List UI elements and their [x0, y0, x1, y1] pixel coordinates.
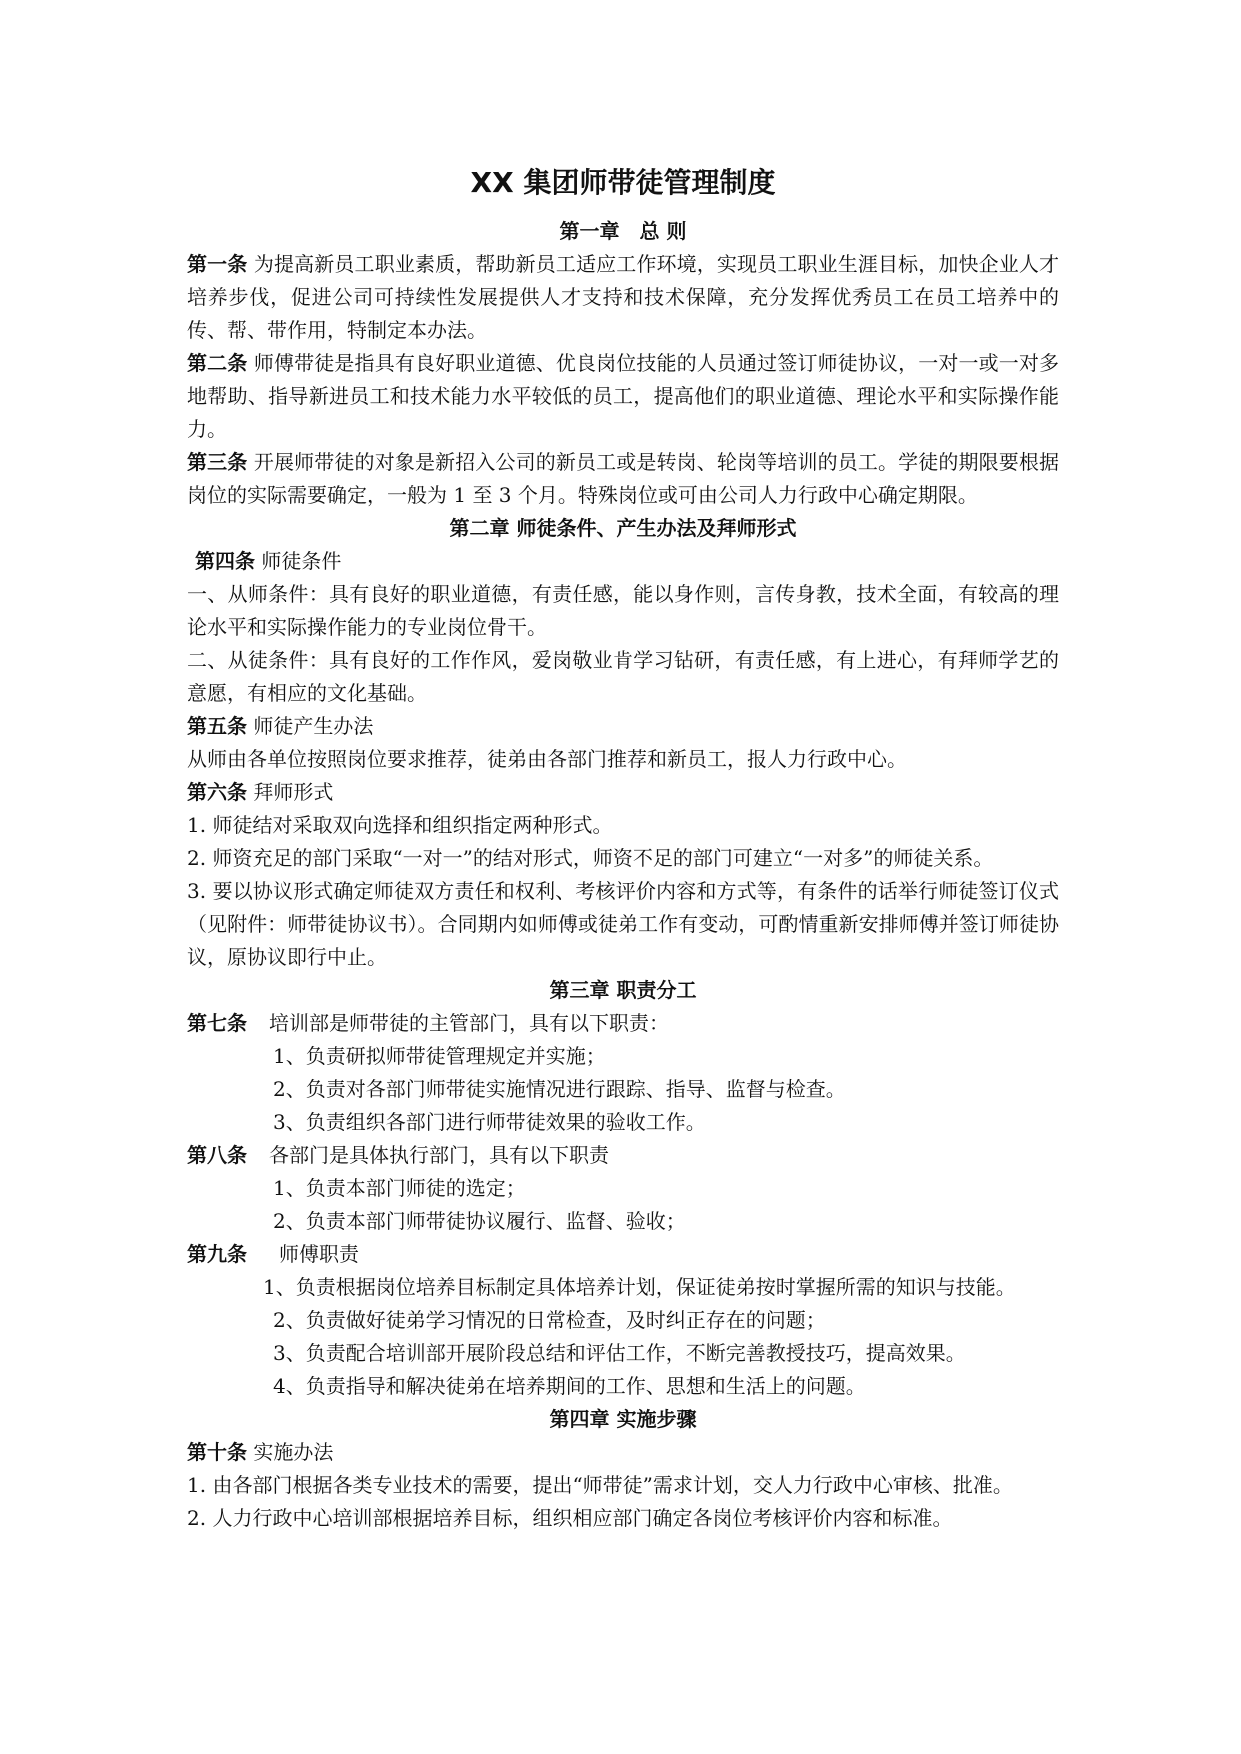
article-5-item-1: 从师由各单位按照岗位要求推荐，徒弟由各部门推荐和新员工，报人力行政中心。 [187, 747, 907, 771]
document-body [187, 163, 1059, 1535]
article-6-item-3: 3. 要以协议形式确定师徒双方责任和权利、考核评价内容和方式等，有条件的话举行师徒签订仪式（见附件：师带徒协议书）。合同期内如师傅或徒弟工作有变动，可酌情重新安排师傅并签订师徒协议，原协议即行中止。 [187, 879, 1059, 969]
article-4-text: 师徒条件 [261, 549, 342, 573]
article-7 [187, 1007, 1059, 1040]
article-9 [187, 1238, 1059, 1271]
article-3-text: 开展师带徒的对象是新招入公司的新员工或是转岗、轮岗等培训的员工。学徒的期限要根据岗位的实际需要确定，一般为 1 至 3 个月。特殊岗位或可由公司人力行政中心确定期限。 [187, 450, 1060, 507]
article-2-label: 第二条 [187, 351, 248, 375]
article-5 [187, 710, 1059, 743]
article-7-item-1: 1、负责研拟师带徒管理规定并实施； [273, 1044, 606, 1068]
article-6 [187, 776, 1059, 809]
article-9-item-4: 4、负责指导和解决徒弟在培养期间的工作、思想和生活上的问题。 [273, 1374, 866, 1398]
article-6-item-1: 1. 师徒结对采取双向选择和组织指定两种形式。 [187, 813, 613, 837]
chapter-4-heading: 第四章 实施步骤 [549, 1407, 697, 1431]
article-3-label: 第三条 [187, 450, 248, 474]
article-5-text: 师徒产生办法 [253, 714, 374, 738]
article-6-label: 第六条 [187, 780, 247, 804]
article-8-label: 第八条 [187, 1143, 247, 1167]
article-8-text: 各部门是具体执行部门，具有以下职责 [269, 1143, 609, 1167]
article-10-label: 第十条 [187, 1440, 247, 1464]
article-9-text: 师傅职责 [279, 1242, 359, 1266]
article-10-item-2: 2. 人力行政中心培训部根据培养目标，组织相应部门确定各岗位考核评价内容和标准。 [187, 1506, 953, 1530]
article-1 [187, 248, 1059, 347]
chapter-1-heading: 第一章 总 则 [559, 219, 687, 243]
article-6-text: 拜师形式 [253, 780, 334, 804]
article-8-item-2: 2、负责本部门师带徒协议履行、监督、验收； [273, 1209, 686, 1233]
article-10 [187, 1436, 1059, 1469]
article-3 [187, 446, 1059, 512]
article-10-text: 实施办法 [253, 1440, 334, 1464]
article-4-label: 第四条 [195, 549, 255, 573]
document-title: XX 集团师带徒管理制度 [470, 166, 776, 199]
article-1-text: 为提高新员工职业素质，帮助新员工适应工作环境，实现员工职业生涯目标，加快企业人才培养步伐，促进公司可持续性发展提供人才支持和技术保障，充分发挥优秀员工在员工培养中的传、帮、带作用，特制定本办法。 [187, 252, 1060, 342]
article-7-item-3: 3、负责组织各部门进行师带徒效果的验收工作。 [273, 1110, 706, 1134]
article-2-text: 师傅带徒是指具有良好职业道德、优良岗位技能的人员通过签订师徒协议，一对一或一对多地帮助、指导新进员工和技术能力水平较低的员工，提高他们的职业道德、理论水平和实际操作能力。 [187, 351, 1060, 441]
article-7-item-2: 2、负责对各部门师带徒实施情况进行跟踪、指导、监督与检查。 [273, 1077, 846, 1101]
article-8 [187, 1139, 1059, 1172]
article-5-label: 第五条 [187, 714, 247, 738]
article-9-label: 第九条 [187, 1242, 247, 1266]
article-9-item-1: 1、负责根据岗位培养目标制定具体培养计划，保证徒弟按时掌握所需的知识与技能。 [263, 1275, 1016, 1299]
article-10-item-1: 1. 由各部门根据各类专业技术的需要，提出“师带徒”需求计划，交人力行政中心审核、批准。 [187, 1473, 1013, 1497]
article-2 [187, 347, 1059, 446]
article-1-label: 第一条 [187, 252, 248, 276]
article-7-text: 培训部是师带徒的主管部门，具有以下职责： [269, 1011, 669, 1035]
article-9-item-2: 2、负责做好徒弟学习情况的日常检查，及时纠正存在的问题； [273, 1308, 826, 1332]
article-7-label: 第七条 [187, 1011, 247, 1035]
article-4-item-1: 一、从师条件：具有良好的职业道德，有责任感，能以身作则，言传身教，技术全面，有较高的理论水平和实际操作能力的专业岗位骨干。 [187, 582, 1059, 639]
article-8-item-1: 1、负责本部门师徒的选定； [273, 1176, 526, 1200]
article-4-item-2: 二、从徒条件：具有良好的工作作风，爱岗敬业肯学习钻研，有责任感，有上进心，有拜师学艺的意愿，有相应的文化基础。 [187, 648, 1059, 705]
chapter-3-heading: 第三章 职责分工 [549, 978, 697, 1002]
article-9-item-3: 3、负责配合培训部开展阶段总结和评估工作，不断完善教授技巧，提高效果。 [273, 1341, 966, 1365]
chapter-2-heading: 第二章 师徒条件、产生办法及拜师形式 [449, 516, 797, 540]
article-4 [187, 545, 1059, 578]
article-6-item-2: 2. 师资充足的部门采取“一对一”的结对形式，师资不足的部门可建立“一对多”的师徒关系。 [187, 846, 994, 870]
